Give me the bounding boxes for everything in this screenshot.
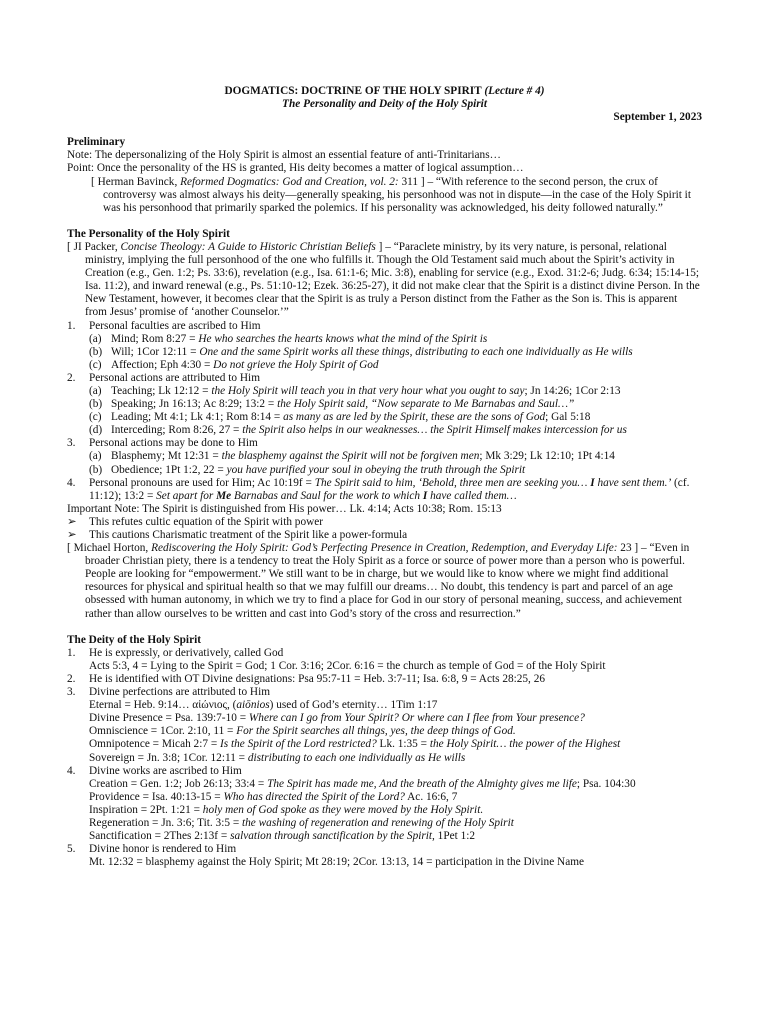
sub-item-letter: (a) (89, 332, 102, 345)
arrow-item (67, 516, 702, 529)
arrow-item-text: This cautions Charismatic treatment of the Spirit like a power-formula (89, 529, 408, 541)
scripture-quote: the Spirit also helps in our weaknesses… the Spirit Himself makes intercession for us (242, 424, 627, 437)
page-title (67, 85, 702, 98)
arrow-item-text: This refutes cultic equation of the Spirit with power (89, 515, 324, 528)
text: Sanctification = 2Thes 2:13f = (89, 830, 231, 843)
sub-item-letter: (b) (89, 463, 103, 476)
list-item (67, 372, 702, 385)
personality-heading: The Personality of the Holy Spirit (67, 227, 230, 240)
title-lecture: (Lecture # 4) (484, 85, 545, 97)
item-number: 2. (67, 672, 76, 685)
item-text: He is expressly, or derivatively, called God (89, 646, 284, 659)
arrow-bullet-icon: ➢ (67, 515, 77, 528)
transliteration: aiōnios (236, 699, 270, 712)
preliminary-note: Note: The depersonalizing of the Holy Spirit is almost an essential feature of anti-Trinitarians… (67, 149, 501, 162)
scripture-quote: salvation through sanctification by the Spirit, (230, 830, 435, 843)
list-item (67, 477, 702, 503)
item-detail (67, 752, 702, 765)
item-number: 3. (67, 686, 76, 699)
scripture-quote: The Spirit has made me, And the breath of the Almighty gives me life (267, 777, 577, 790)
text: Lk. 1:35 = (376, 738, 430, 751)
list-item (67, 647, 702, 660)
item-detail: Mt. 12:32 = blasphemy against the Holy Spirit; Mt 28:19; 2Cor. 13:13, 14 = participation in the Divine Name (89, 856, 585, 869)
emphasis: I (422, 489, 428, 502)
preliminary-point: Point: Once the personality of the HS is granted, His deity becomes a matter of logical assumption… (67, 162, 524, 175)
preliminary-heading: Preliminary (67, 136, 126, 149)
sub-item-letter: (c) (89, 358, 102, 371)
scripture-quote: Who has directed the Spirit of the Lord? (223, 790, 405, 803)
important-note: Important Note: The Spirit is distinguished from His power… Lk. 4:14; Acts 10:38; Rom. 15:13 (67, 502, 502, 515)
item-detail (67, 804, 702, 817)
sub-item (67, 359, 702, 372)
text: Personal pronouns are used for Him; Ac 10:19f = (89, 476, 315, 489)
quote-text: ] – “Paraclete ministry, by its very nature, is personal, relational ministry, implying the full personhood of the one who fulfills it. Though the Old Testament said much about the Spirit’s activity in Creation (e.g., Gen. 1:2; Ps. 33:6), revelation (e.g., Isa. 61:1-6; Mic. 3:8), enabling for service (e.g., Exod. 31:2-6; Judg. 6:34; 15:14-15; Isa. 11:2), and inward renewal (e.g., Ps. 51:10-12; Ezek. 36:25-27), it did not make clear that the Spirit is a distinct divine Person. In the New Testament, however, it becomes clear that the Spirit is as truly a Person distinct from the Father as the Son is. This is apparent from Jesus’ promise of ‘another Counselor.’” (85, 240, 700, 319)
scripture-quote: Set apart for (156, 489, 217, 502)
scripture-quote: distributing to each one individually as He wills (247, 751, 466, 764)
item-text: Divine perfections are attributed to Him (89, 686, 271, 699)
text: Eternal = Heb. 9:14… αἰώνιος, ( (89, 699, 237, 712)
scripture-quote: have called them… (427, 489, 517, 502)
quote-text: 23 ] – “Even in broader Christian piety, there is a tendency to treat the Holy Spirit as a force or source of power more than a person who is powerful. People are looking for “empowerment.” We still want to be in charge, but we would like to know where we might find additional resources for physical and spiritual health so that we may fulfill our dreams… No doubt, this tendency is part and parcel of an age obsessed with human autonomy, in which we try to find a place for God in our story of personal meaning, success, and achievement rather than allow ourselves to be written and cast into God’s story of the cross and resurrection.” (85, 542, 690, 620)
text: ) used of God’s eternity… 1Tim 1:17 (269, 699, 438, 712)
sub-item-text (111, 464, 525, 477)
sub-item-text (111, 385, 621, 398)
quote-book-title: Rediscovering the Holy Spirit: God’s Perfecting Presence in Creation, Redemption, and Everyday Life: (151, 542, 618, 555)
item-detail (67, 712, 702, 725)
quote-prefix: [ Herman Bavinck, (91, 175, 181, 188)
item-text: He is identified with OT Divine designations: Psa 95:7-11 = Heb. 3:7-11; Isa. 6:8, 9 = Acts 28:25, 26 (89, 672, 545, 685)
text: Omnipotence = Micah 2:7 = (89, 738, 221, 751)
item-text: Personal actions may be done to Him (89, 437, 258, 450)
packer-quote (67, 241, 702, 320)
sub-item (67, 450, 702, 463)
list-item (67, 437, 702, 450)
sub-item-letter: (d) (89, 424, 103, 437)
item-detail (67, 699, 702, 712)
title-main: DOGMATICS: DOCTRINE OF THE HOLY SPIRIT (224, 85, 485, 97)
sub-item-text (111, 346, 633, 359)
item-detail (67, 830, 702, 843)
scripture-quote: the blasphemy against the Spirit will not be forgiven men (221, 450, 480, 463)
bavinck-quote (67, 176, 702, 215)
item-number: 4. (67, 764, 76, 777)
item-detail (67, 791, 702, 804)
scripture-quote: have sent them.’ (594, 476, 672, 489)
sub-item-letter: (c) (89, 411, 102, 424)
text: (cf. 11:12); 13:2 = (89, 476, 690, 502)
scripture-quote: Is the Spirit of the Lord restricted? (220, 738, 377, 751)
document-page (67, 85, 702, 869)
quote-prefix: [ Michael Horton, (67, 542, 152, 555)
item-detail (67, 778, 702, 791)
sub-item (67, 333, 702, 346)
text: Obedience; 1Pt 1:2, 22 = (111, 463, 227, 476)
scripture-quote: Do not grieve the Holy Spirit of God (213, 358, 379, 371)
item-text: Divine works are ascribed to Him (89, 764, 242, 777)
scripture-quote: you have purified your soul in obeying the truth through the Spirit (226, 463, 526, 476)
item-number: 1. (67, 319, 76, 332)
emphasis: Me (216, 489, 232, 502)
text: Blasphemy; Mt 12:31 = (111, 450, 222, 463)
text: Speaking; Jn 16:13; Ac 8:29; 13:2 = (111, 398, 278, 411)
text: Omniscience = 1Cor. 2:10, 11 = (89, 725, 237, 738)
scripture-quote: He who searches the hearts knows what the mind of the Spirit is (198, 332, 488, 345)
sub-item-text (111, 424, 627, 437)
text: ; Jn 14:26; 1Cor 2:13 (524, 384, 621, 397)
text: Regeneration = Jn. 3:6; Tit. 3:5 = (89, 816, 243, 829)
list-item (67, 843, 702, 856)
scripture-quote: as many as are led by the Spirit, these are the sons of God (283, 411, 546, 424)
text: Ac. 16:6, 7 (404, 790, 458, 803)
text: Creation = Gen. 1:2; Job 26:13; 33:4 = (89, 777, 268, 790)
scripture-quote: the Holy Spirit will teach you in that very hour what you ought to say (211, 384, 525, 397)
item-detail (67, 725, 702, 738)
text: ; Gal 5:18 (545, 411, 591, 424)
arrow-bullet-icon: ➢ (67, 529, 77, 541)
item-number: 5. (67, 843, 76, 856)
list-item (67, 320, 702, 333)
deity-heading: The Deity of the Holy Spirit (67, 633, 201, 646)
text: Mind; Rom 8:27 = (111, 332, 199, 345)
sub-item-text (111, 450, 615, 463)
horton-quote (67, 542, 702, 621)
item-text (89, 477, 702, 503)
scripture-quote: the Holy Spirit said, “Now separate to Me Barnabas and Saul…” (277, 398, 575, 411)
text: Inspiration = 2Pt. 1:21 = (89, 803, 203, 816)
text: Leading; Mt 4:1; Lk 4:1; Rom 8:14 = (111, 411, 284, 424)
scripture-quote: the washing of regeneration and renewing of the Holy Spirit (242, 816, 514, 829)
sub-item-text (111, 411, 590, 424)
sub-item (67, 398, 702, 411)
emphasis: I (590, 476, 595, 489)
sub-item (67, 424, 702, 437)
sub-item-letter: (a) (89, 450, 102, 463)
item-text: Personal actions are attributed to Him (89, 371, 260, 384)
item-text: Divine honor is rendered to Him (89, 843, 237, 856)
quote-text: 311 ] – “With reference to the second person, the crux of controversy was almost always his deity—generally speaking, his personhood was not in dispute—in the case of the Holy Spirit it was his personhood that primarily sparked the polemics. If his personality was acknowledged, his deity followed naturally.” (103, 175, 691, 214)
sub-item (67, 385, 702, 398)
page-subtitle: The Personality and Deity of the Holy Spirit (282, 98, 487, 111)
quote-prefix: [ JI Packer, (67, 240, 121, 253)
text: ; Mk 3:29; Lk 12:10; 1Pt 4:14 (479, 450, 615, 463)
text: 1Pet 1:2 (434, 830, 476, 843)
scripture-quote: the Holy Spirit… the power of the Highest (429, 738, 621, 751)
scripture-quote: The Spirit said to him, ‘Behold, three men are seeking you… (314, 476, 591, 489)
text: Will; 1Cor 12:11 = (111, 345, 200, 358)
sub-item (67, 346, 702, 359)
sub-item-text (111, 359, 379, 372)
sub-item-text (111, 398, 574, 411)
scripture-quote: Where can I go from Your Spirit? Or where can I flee from Your presence? (248, 712, 585, 725)
list-item (67, 765, 702, 778)
sub-item-letter: (b) (89, 398, 103, 411)
scripture-quote: holy men of God spoke as they were moved by the Holy Spirit. (202, 803, 484, 816)
text: Sovereign = Jn. 3:8; 1Cor. 12:11 = (89, 751, 248, 764)
text: Divine Presence = Psa. 139:7-10 = (89, 712, 249, 725)
text: Affection; Eph 4:30 = (111, 358, 214, 371)
item-number: 3. (67, 437, 76, 450)
scripture-quote: One and the same Spirit works all these things, distributing to each one individually as He wills (199, 345, 633, 358)
sub-item (67, 464, 702, 477)
text: Teaching; Lk 12:12 = (111, 384, 212, 397)
item-number: 1. (67, 646, 76, 659)
sub-item-letter: (b) (89, 345, 103, 358)
item-text: Personal faculties are ascribed to Him (89, 319, 261, 332)
item-number: 4. (67, 476, 76, 489)
lecture-date: September 1, 2023 (613, 111, 702, 124)
item-detail (67, 738, 702, 751)
quote-book-title: Concise Theology: A Guide to Historic Christian Beliefs (120, 240, 376, 253)
sub-item (67, 411, 702, 424)
text: Providence = Isa. 40:13-15 = (89, 790, 224, 803)
list-item (67, 673, 702, 686)
item-detail (67, 817, 702, 830)
item-detail: Acts 5:3, 4 = Lying to the Spirit = God; 1 Cor. 3:16; 2Cor. 6:16 = the church as temple of God = of the Holy Spirit (89, 659, 606, 672)
scripture-quote: For the Spirit searches all things, yes, the deep things of God. (236, 725, 516, 738)
quote-book-title: Reformed Dogmatics: God and Creation, vol. 2: (180, 175, 399, 188)
scripture-quote: Barnabas and Saul for the work to which (231, 489, 423, 502)
list-item (67, 686, 702, 699)
sub-item-text (111, 333, 487, 346)
sub-item-letter: (a) (89, 384, 102, 397)
text: Interceding; Rom 8:26, 27 = (111, 424, 243, 437)
item-number: 2. (67, 371, 76, 384)
arrow-item (67, 529, 702, 542)
text: ; Psa. 104:30 (576, 777, 636, 790)
